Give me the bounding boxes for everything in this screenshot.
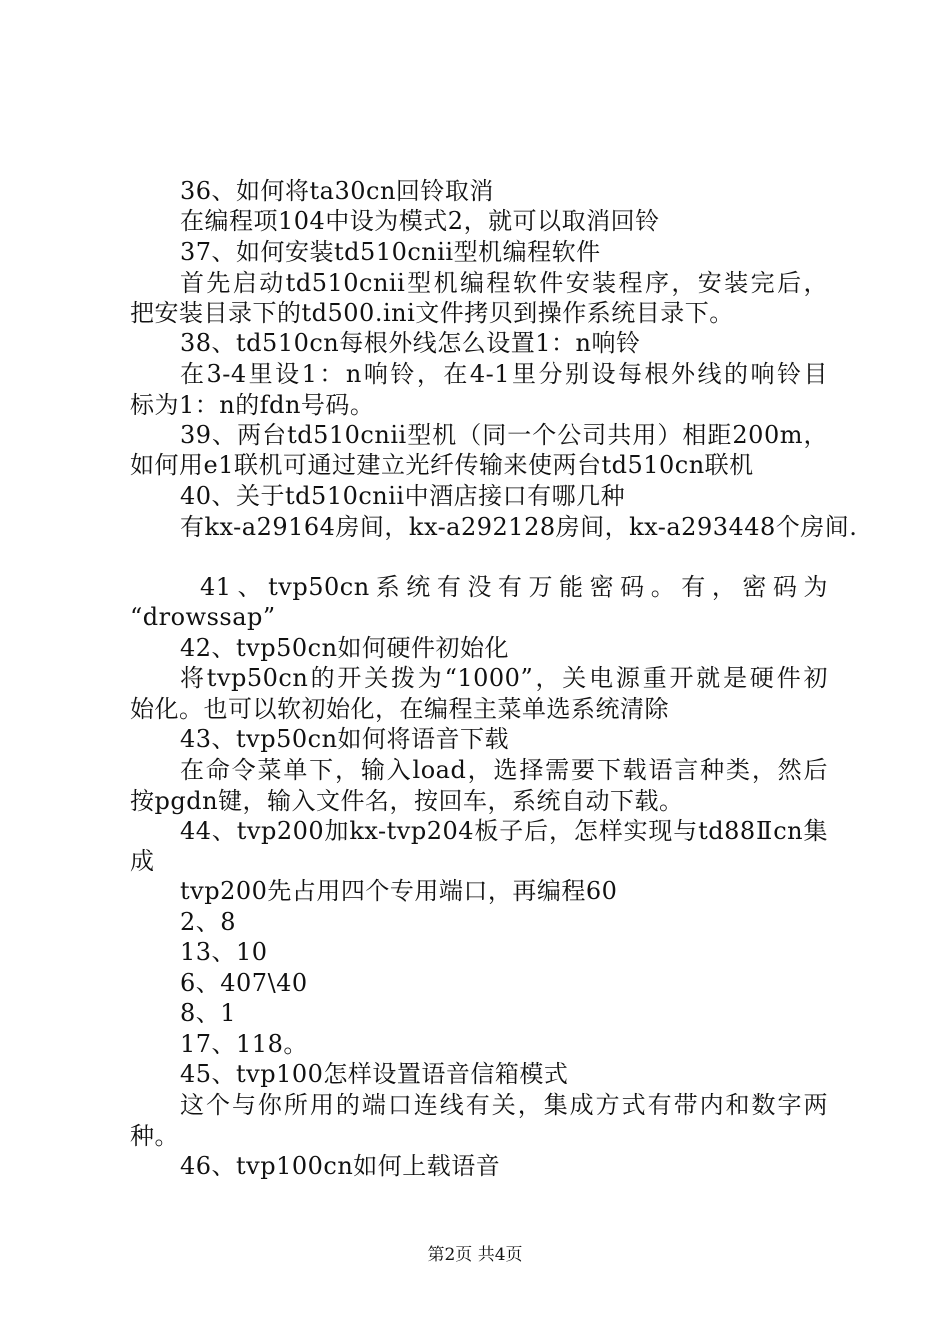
text-line: “drowssap” — [130, 603, 276, 631]
text-line: 2、8 — [180, 908, 237, 936]
text-line: 将tvp50cn的开关拨为“1000”，关电源重开就是硬件初 — [180, 664, 828, 692]
text-line: 39、两台td510cnii型机（同一个公司共用）相距200m， — [180, 421, 828, 449]
text-line: 45、tvp100怎样设置语音信箱模式 — [180, 1060, 569, 1088]
text-line: tvp200先占用四个专用端口，再编程60 — [180, 877, 618, 905]
text-line: 标为1：n的fdn号码。 — [130, 391, 375, 419]
text-line: 41、tvp50cn系统有没有万能密码。有，密码为 — [200, 573, 828, 601]
text-line: 按pgdn键，输入文件名，按回车，系统自动下载。 — [130, 787, 684, 815]
text-line: 首先启动td510cnii型机编程软件安装程序，安装完后， — [180, 269, 828, 297]
text-line: 成 — [130, 847, 155, 875]
text-line: 有kx-a29164房间，kx-a292128房间，kx-a293448个房间. — [180, 513, 858, 541]
text-line: 36、如何将ta30cn回铃取消 — [180, 177, 494, 205]
text-line: 如何用e1联机可通过建立光纤传输来使两台td510cn联机 — [130, 451, 754, 479]
text-line: 把安装目录下的td500.ini文件拷贝到操作系统目录下。 — [130, 299, 734, 327]
text-line: 46、tvp100cn如何上载语音 — [180, 1152, 501, 1180]
text-line: 种。 — [130, 1122, 179, 1150]
text-line: 在命令菜单下，输入load，选择需要下载语言种类，然后 — [180, 756, 828, 784]
text-line: 44、tvp200加kx-tvp204板子后，怎样实现与td88Ⅱcn集 — [180, 817, 828, 845]
text-line: 13、10 — [180, 938, 268, 966]
text-line: 17、118。 — [180, 1030, 308, 1058]
text-line: 这个与你所用的端口连线有关，集成方式有带内和数字两 — [180, 1091, 828, 1119]
text-line: 38、td510cn每根外线怎么设置1：n响铃 — [180, 329, 641, 357]
text-line: 37、如何安装td510cnii型机编程软件 — [180, 238, 601, 266]
text-line: 6、407\40 — [180, 969, 308, 997]
text-line: 42、tvp50cn如何硬件初始化 — [180, 634, 510, 662]
text-line: 始化。也可以软初始化，在编程主菜单选系统清除 — [130, 695, 669, 723]
text-line: 40、关于td510cnii中酒店接口有哪几种 — [180, 482, 626, 510]
text-line: 在3-4里设1：n响铃，在4-1里分别设每根外线的响铃目 — [180, 360, 828, 388]
text-line: 在编程项104中设为模式2，就可以取消回铃 — [180, 207, 660, 235]
page-footer: 第2页 共4页 — [427, 1245, 523, 1265]
text-line: 8、1 — [180, 999, 237, 1027]
text-line: 43、tvp50cn如何将语音下载 — [180, 725, 510, 753]
